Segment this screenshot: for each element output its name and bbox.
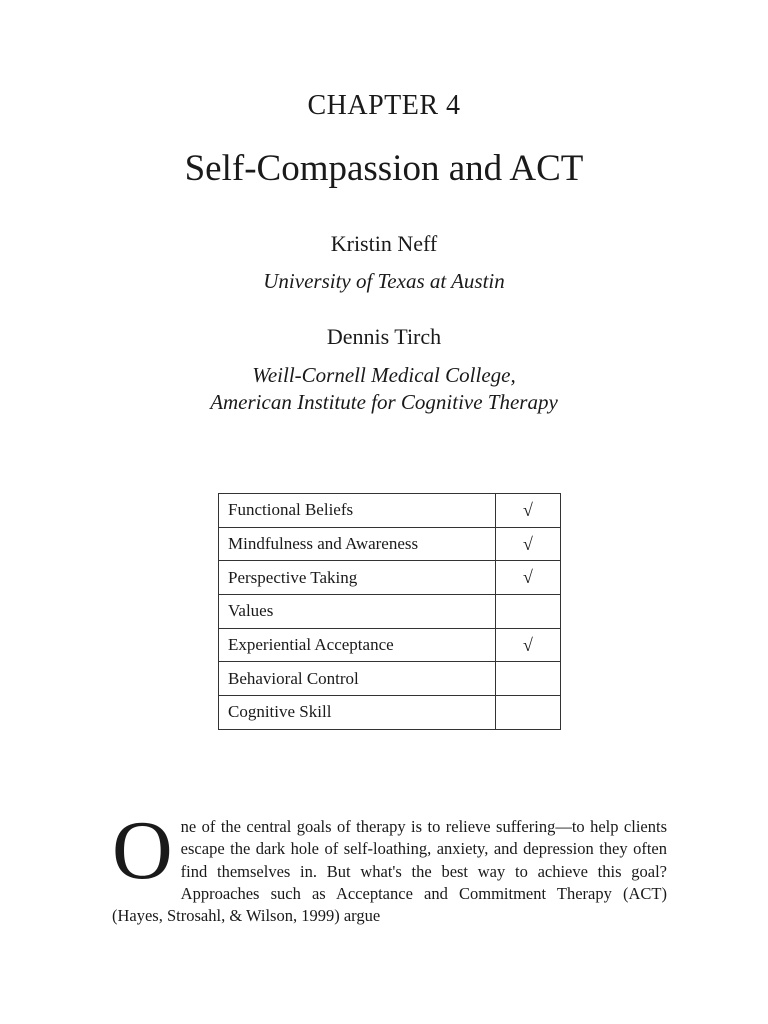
author-affiliation: University of Texas at Austin [263,269,505,293]
check-mark [496,595,561,629]
table-row [219,561,561,595]
process-label: Behavioral Control [219,662,496,696]
opening-paragraph [112,804,667,927]
chapter-title: Self-Compassion and ACT [184,148,584,189]
paragraph-text: ne of the central goals of therapy is to relieve suffering—to help clients escape the dark hole of self-loathing, anxiety, and depression they often find themselves in. But what's the best way to achieve this goal? Approaches such as Acceptance and Commitment Therapy (ACT) (Hayes, Strosahl, & Wilson, 1999) argue [112,817,667,926]
check-mark: √ [496,628,561,662]
table-row [219,628,561,662]
table-row [219,696,561,730]
check-mark [496,662,561,696]
chapter-label: CHAPTER 4 [307,90,461,121]
process-label: Functional Beliefs [219,494,496,528]
process-label: Experiential Acceptance [219,628,496,662]
author-affiliation: American Institute for Cognitive Therapy [210,390,558,414]
table-row [219,595,561,629]
process-label: Cognitive Skill [219,696,496,730]
table-row [219,527,561,561]
author-name: Kristin Neff [330,231,438,256]
check-mark [496,696,561,730]
check-mark: √ [496,561,561,595]
process-label: Values [219,595,496,629]
author-affiliation: Weill-Cornell Medical College, [252,363,516,387]
process-label: Perspective Taking [219,561,496,595]
check-mark: √ [496,494,561,528]
process-checklist-table [218,493,561,730]
table-row [219,662,561,696]
table-row [219,494,561,528]
author-name: Dennis Tirch [326,324,442,349]
process-label: Mindfulness and Awareness [219,527,496,561]
drop-cap: O [112,804,173,897]
check-mark: √ [496,527,561,561]
